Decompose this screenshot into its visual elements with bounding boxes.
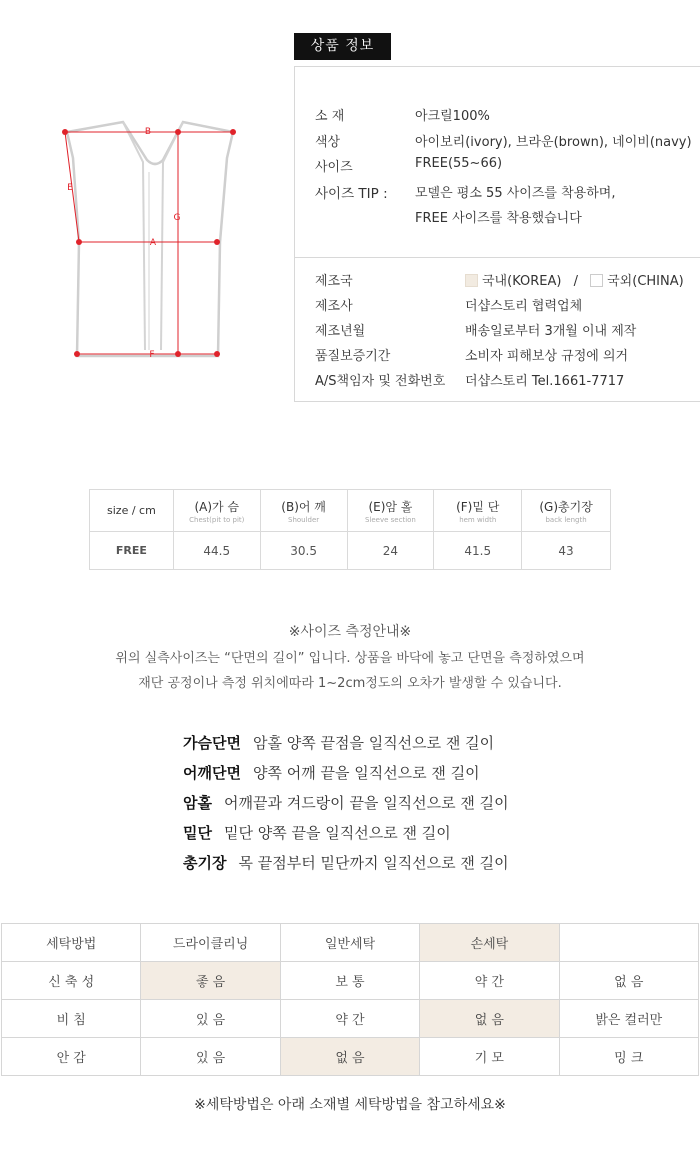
size-value-length: 43 (522, 532, 611, 570)
size-col-shoulder: (B)어 깨 Shoulder (260, 490, 347, 532)
wash-cell (559, 924, 698, 962)
wash-cell: 안 감 (2, 1038, 141, 1076)
wash-cell: 밍 크 (559, 1038, 698, 1076)
wash-row-sheer (2, 1000, 699, 1038)
info-value: 아크릴100% (415, 109, 490, 124)
size-value-hem: 41.5 (434, 532, 522, 570)
definition-chest: 가슴단면 암홀 양쪽 끝점을 일직선으로 잰 길이 (183, 734, 495, 752)
info-label: 품질보증기간 (315, 349, 391, 364)
info-divider (295, 257, 700, 258)
size-col-hem: (F)밑 단 hem width (434, 490, 522, 532)
origin-separator: / (573, 274, 578, 289)
measure-label-f: F (149, 350, 155, 360)
info-value: 더샵스토리 Tel.1661-7717 (465, 374, 625, 389)
origin-china-label: 국외(CHINA) (607, 274, 684, 289)
measure-label-b: B (144, 127, 152, 137)
measure-label-e: E (67, 183, 73, 193)
wash-cell: 있 음 (141, 1038, 280, 1076)
product-info-header: 상품 정보 (294, 33, 391, 60)
wash-cell-selected: 좋 음 (141, 962, 280, 1000)
wash-footnote: ※세탁방법은 아래 소재별 세탁방법을 참고하세요※ (194, 1097, 506, 1113)
info-value: 더샵스토리 협력업체 (465, 299, 583, 314)
definition-shoulder: 어깨단면 양쪽 어깨 끝을 일직선으로 잰 길이 (183, 764, 480, 782)
wash-cell-selected: 손세탁 (420, 924, 559, 962)
size-value-armhole: 24 (347, 532, 434, 570)
info-value: 배송일로부터 3개월 이내 제작 (465, 324, 637, 339)
size-table-row (90, 532, 611, 570)
garment-measurement-diagram (55, 110, 245, 370)
wash-cell: 보 통 (280, 962, 419, 1000)
info-value: 소비자 피해보상 규정에 의거 (465, 349, 629, 364)
wash-cell: 있 음 (141, 1000, 280, 1038)
wash-cell-selected: 없 음 (420, 1000, 559, 1038)
definition-hem: 밑단 밑단 양쪽 끝을 일직선으로 잰 길이 (183, 824, 451, 842)
wash-cell-selected: 없 음 (280, 1038, 419, 1076)
info-value: FREE 사이즈를 착용했습니다 (415, 211, 582, 226)
wash-row-lining (2, 1038, 699, 1076)
measure-label-a: A (149, 238, 157, 248)
origin-options (465, 270, 684, 289)
origin-korea-checkbox[interactable] (465, 274, 478, 287)
size-value-chest: 44.5 (173, 532, 260, 570)
size-table (89, 489, 611, 570)
wash-row-stretch (2, 962, 699, 1000)
wash-table (1, 923, 699, 1076)
wash-cell: 일반세탁 (280, 924, 419, 962)
measure-label-g: G (173, 213, 181, 223)
info-label: 색상 (315, 135, 341, 150)
origin-korea-label: 국내(KOREA) (482, 274, 562, 289)
size-table-header (90, 490, 611, 532)
info-label: 제조사 (315, 299, 353, 314)
definition-length: 총기장 목 끝점부터 밑단까지 일직선으로 잰 길이 (183, 854, 509, 872)
wash-cell: 드라이클리닝 (141, 924, 280, 962)
wash-cell: 기 모 (420, 1038, 559, 1076)
product-info-box (294, 66, 700, 402)
definition-armhole: 암홀 어깨끝과 겨드랑이 끝을 일직선으로 잰 길이 (183, 794, 509, 812)
info-label: 사이즈 TIP : (315, 186, 388, 202)
info-value: 모델은 평소 55 사이즈를 착용하며, (415, 186, 616, 201)
origin-china-checkbox[interactable] (590, 274, 603, 287)
size-guide-line-1: 위의 실측사이즈는 “단면의 길이” 입니다. 상품을 바닥에 놓고 단면을 측정하였으며 (115, 651, 585, 666)
size-col-chest: (A)가 슴 Chest(pit to pit) (173, 490, 260, 532)
wash-cell: 세탁방법 (2, 924, 141, 962)
wash-cell: 약 간 (280, 1000, 419, 1038)
info-value: 아이보리(ivory), 브라운(brown), 네이비(navy) (415, 135, 692, 150)
size-col-length: (G)총기장 back length (522, 490, 611, 532)
size-corner: size / cm (90, 490, 174, 532)
info-label: 제조년월 (315, 324, 366, 339)
info-value: FREE(55~66) (415, 156, 503, 171)
wash-cell: 비 침 (2, 1000, 141, 1038)
info-label: 제조국 (315, 274, 353, 289)
info-label: 사이즈 (315, 160, 353, 175)
size-col-armhole: (E)암 홀 Sleeve section (347, 490, 434, 532)
size-row-label: FREE (90, 532, 174, 570)
wash-cell: 밝은 컬러만 (559, 1000, 698, 1038)
wash-cell: 없 음 (559, 962, 698, 1000)
size-guide-title: ※사이즈 측정안내※ (288, 624, 412, 640)
size-value-shoulder: 30.5 (260, 532, 347, 570)
wash-cell: 신 축 성 (2, 962, 141, 1000)
wash-row-method (2, 924, 699, 962)
size-guide-line-2: 재단 공정이나 측정 위치에따라 1~2cm정도의 오차가 발생할 수 있습니다. (138, 676, 562, 691)
wash-cell: 약 간 (420, 962, 559, 1000)
info-label: 소 재 (315, 109, 345, 124)
info-label: A/S책임자 및 전화번호 (315, 374, 446, 389)
